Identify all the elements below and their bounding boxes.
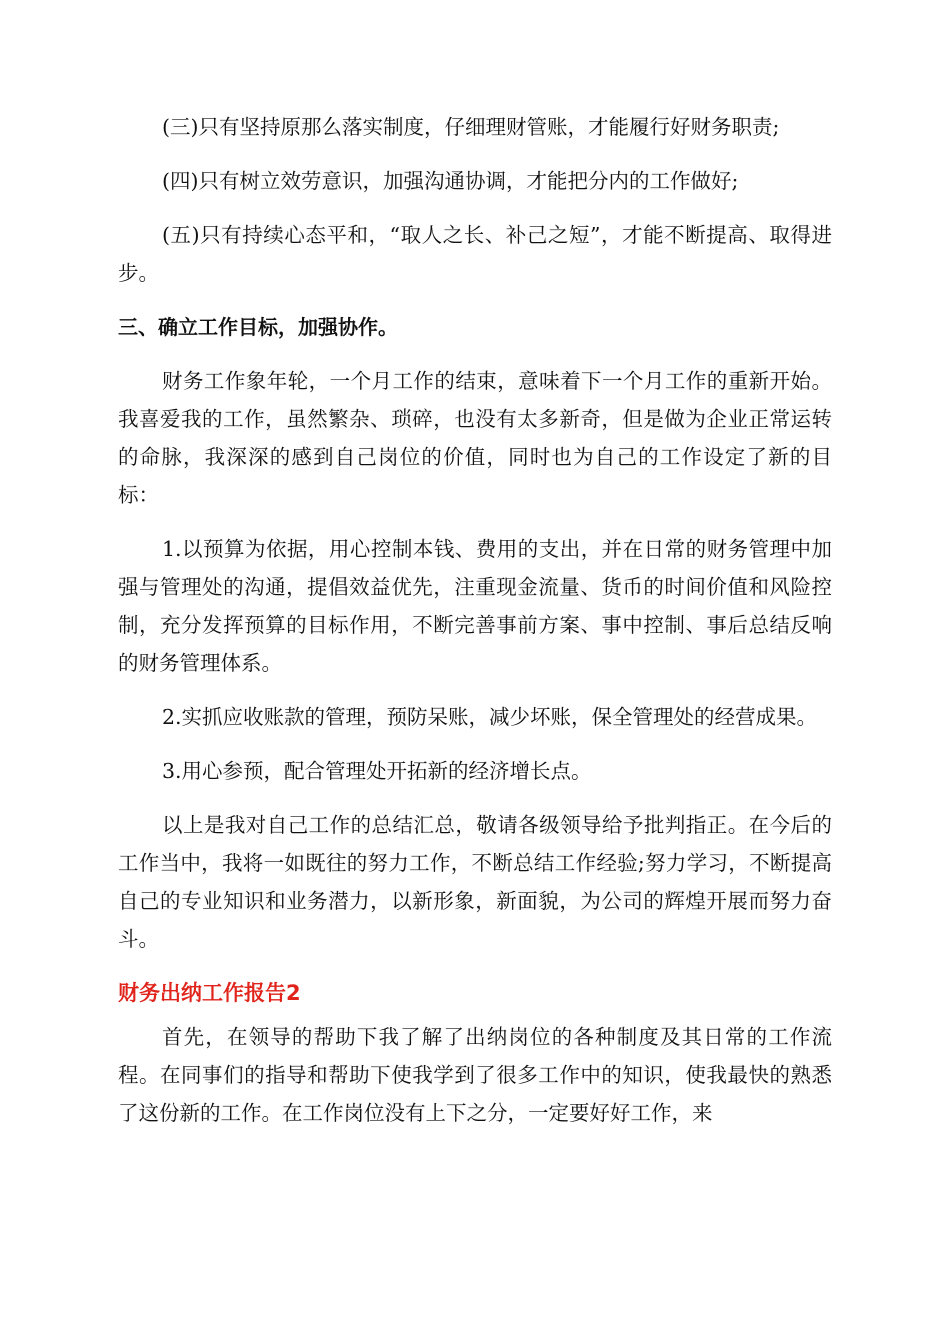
paragraph-report-opening: 首先，在领导的帮助下我了解了出纳岗位的各种制度及其日常的工作流程。在同事们的指导和帮助下使我学到了很多工作中的知识，使我最快的熟悉了这份新的工作。在工作岗位没有上下之分，一定要好好工作，来 [118,1025,832,1125]
document-body [118,108,832,1148]
paragraph-point-3: (三)只有坚持原那么落实制度，仔细理财管账，才能履行好财务职责; [162,115,780,139]
paragraph-point-4: (四)只有树立效劳意识，加强沟通协调，才能把分内的工作做好; [162,169,739,193]
section-heading: 三、确立工作目标，加强协作。 [118,315,398,339]
paragraph-intro: 财务工作象年轮，一个月工作的结束，意味着下一个月工作的重新开始。我喜爱我的工作，虽然繁杂、琐碎，也没有太多新奇，但是做为企业正常运转的命脉，我深深的感到自己岗位的价值，同时也为自己的工作设定了新的目标： [118,369,832,507]
paragraph-point-5: (五)只有持续心态平和，“取人之长、补己之短”，才能不断提高、取得进步。 [118,223,832,285]
paragraph-goal-1: 1.以预算为依据，用心控制本钱、费用的支出，并在日常的财务管理中加强与管理处的沟通，提倡效益优先，注重现金流量、货币的时间价值和风险控制，充分发挥预算的目标作用，不断完善事前方案、事中控制、事后总结反响的财务管理体系。 [118,537,832,675]
report-title: 财务出纳工作报告2 [118,981,301,1005]
paragraph-conclusion: 以上是我对自己工作的总结汇总，敬请各级领导给予批判指正。在今后的工作当中，我将一如既往的努力工作，不断总结工作经验;努力学习，不断提高自己的专业知识和业务潜力，以新形象，新面貌，为公司的辉煌开展而努力奋斗。 [118,813,832,951]
paragraph-goal-3: 3.用心参预，配合管理处开拓新的经济增长点。 [162,759,592,783]
paragraph-goal-2: 2.实抓应收账款的管理，预防呆账，减少坏账，保全管理处的经营成果。 [162,705,818,729]
